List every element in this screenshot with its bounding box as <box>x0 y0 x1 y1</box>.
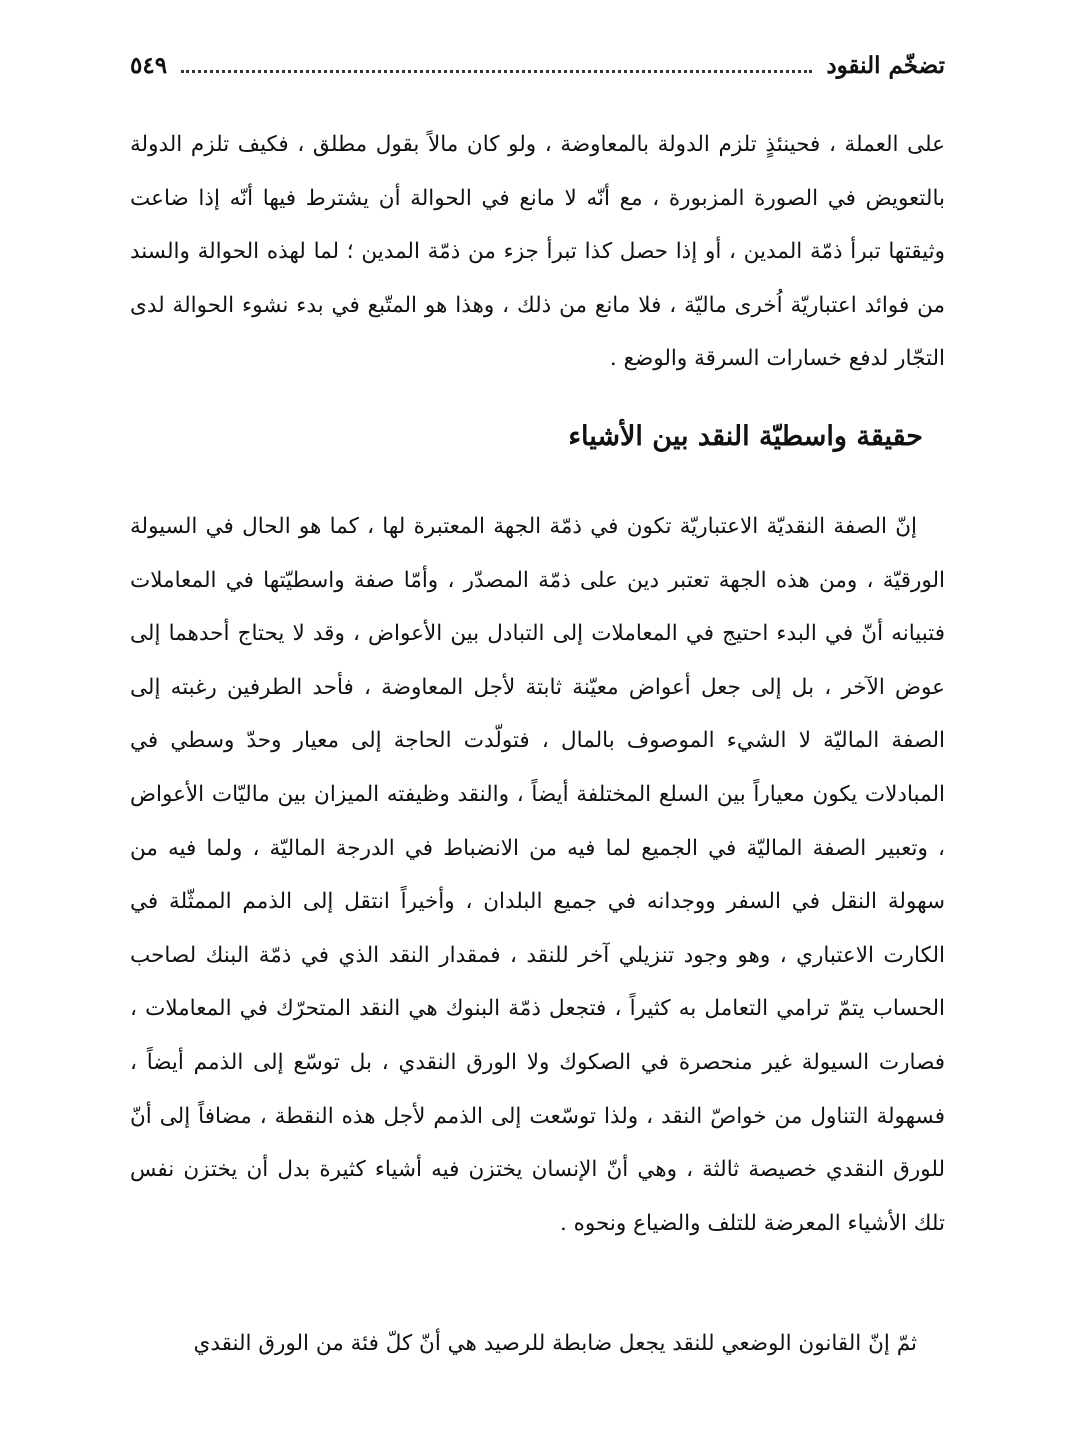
page-number: ٥٤٩ <box>130 51 168 79</box>
book-page <box>130 40 945 1420</box>
paragraph-continuation: على العملة ، فحينئذٍ تلزم الدولة بالمعاوضة ، ولو كان مالاً بقول مطلق ، فكيف تلزم الدولة بالتعويض في الصورة المزبورة ، مع أنّه لا مانع في الحوالة أن يشترط فيها أنّه إذا ضاعت وثيقتها تبرأ ذمّة المدين ، أو إذا حصل كذا تبرأ جزء من ذمّة المدين ؛ لما لهذه الحوالة والسند من فوائد اعتباريّة اُخرى ماليّة ، فلا مانع من ذلك ، وهذا هو المتّبع في بدء نشوء الحوالة لدى التجّار لدفع خسارات السرقة والوضع . <box>130 132 945 372</box>
section-heading: حقيقة واسطيّة النقد بين الأشياء <box>568 421 923 452</box>
running-head <box>130 48 945 82</box>
running-head-title: تضخّم النقود <box>826 51 945 79</box>
paragraph-body: إنّ الصفة النقديّة الاعتباريّة تكون في ذمّة الجهة المعتبرة لها ، كما هو الحال في السيولة الورقيّة ، ومن هذه الجهة تعتبر دين على ذمّة المصدّر ، وأمّا صفة واسطيّتها في المعاملات فتبيانه أنّ في البدء احتيج في المعاملات إلى التبادل بين الأعواض ، وقد لا يحتاج أحدهما إلى عوض الآخر ، بل إلى جعل أعواض معيّنة ثابتة لأجل المعاوضة ، فأحد الطرفين رغبته إلى الصفة الماليّة لا الشيء الموصوف بالمال ، فتولّدت الحاجة إلى معيار وحدّ وسطي في المبادلات يكون معياراً بين السلع المختلفة أيضاً ، والنقد وظيفته الميزان بين ماليّات الأعواض ، وتعبير الصفة الماليّة في الجميع لما فيه من الانضباط في الدرجة الماليّة ، ولما فيه من سهولة النقل في السفر ووجدانه في جميع البلدان ، وأخيراً انتقل إلى الذمم الممثّلة في الكارت الاعتباري ، وهو وجود تنزيلي آخر للنقد ، فمقدار النقد الذي في ذمّة البنك لصاحب الحساب يتمّ ترامي التعامل به كثيراً ، فتجعل ذمّة البنوك هي النقد المتحرّك في المعاملات ، فصارت السيولة غير منحصرة في الصكوك ولا الورق النقدي ، بل توسّع إلى الذمم أيضاً ، فسهولة التناول من خواصّ النقد ، ولذا توسّعت إلى الذمم لأجل هذه النقطة ، مضافاً إلى أنّ للورق النقدي خصيصة ثالثة ، وهي أنّ الإنسان يختزن فيه أشياء كثيرة بدل أن يختزن نفس تلك الأشياء المعرضة للتلف والضياع ونحوه . <box>130 514 945 1236</box>
dotted-leader <box>181 70 812 73</box>
paragraph-trailing: ثمّ إنّ القانون الوضعي للنقد يجعل ضابطة للرصيد هي أنّ كلّ فئة من الورق النقدي <box>193 1331 917 1356</box>
